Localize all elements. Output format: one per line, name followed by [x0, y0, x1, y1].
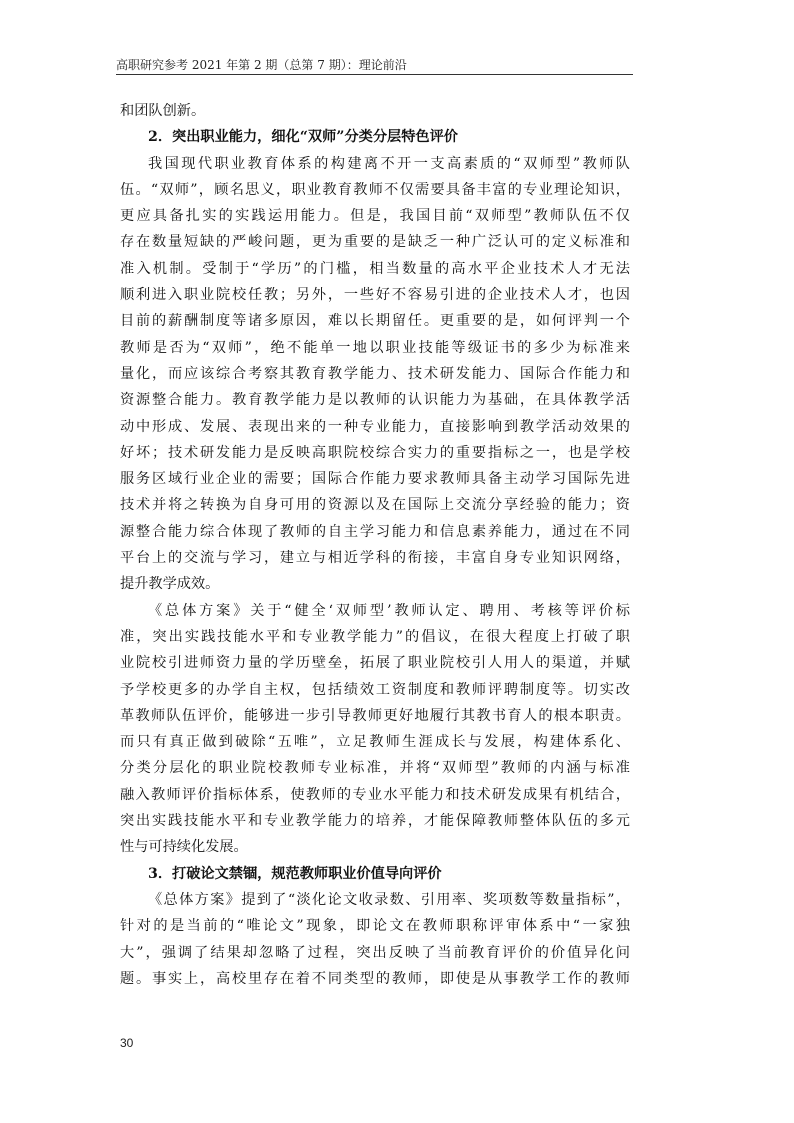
text-line: 服务区域行业企业的需要；国际合作能力要求教师具备主动学习国际先进 — [120, 471, 630, 488]
header-rule — [116, 74, 633, 75]
text-line: 准，突出实践技能水平和专业教学能力”的倡议，在很大程度上打破了职 — [120, 628, 630, 645]
text-line: 性与可持续化发展。 — [120, 839, 248, 856]
section-heading: 2．突出职业能力，细化“双师”分类分层特色评价 — [148, 129, 458, 146]
section-heading: 3．打破论文禁锢，规范教师职业价值导向评价 — [148, 865, 442, 882]
text-line: 提升教学成效。 — [120, 576, 220, 593]
text-line: 量化，而应该综合考察其教育教学能力、技术研发能力、国际合作能力和 — [120, 365, 630, 382]
text-line: 平台上的交流与学习，建立与相近学科的衔接，丰富自身专业知识网络， — [120, 550, 630, 567]
text-line: 针对的是当前的“唯论文”现象，即论文在教师职称评审体系中“一家独 — [120, 918, 630, 935]
text-line: 《总体方案》关于“健全‘双师型’教师认定、聘用、考核等评价标 — [148, 602, 630, 619]
text-line: 目前的薪酬制度等诸多原因，难以长期留任。更重要的是，如何评判一个 — [120, 313, 630, 330]
text-line: 存在数量短缺的严峻问题，更为重要的是缺乏一种广泛认可的定义标准和 — [120, 234, 630, 251]
text-line: 教师是否为“双师”，绝不能单一地以职业技能等级证书的多少为标准来 — [120, 339, 630, 356]
text-line: 题。事实上，高校里存在着不同类型的教师，即使是从事教学工作的教师 — [120, 970, 630, 987]
text-line: 技术并将之转换为自身可用的资源以及在国际上交流分享经验的能力；资 — [120, 497, 630, 514]
text-line: 好坏；技术研发能力是反映高职院校综合实力的重要指标之一，也是学校 — [120, 444, 630, 461]
text-line: 准入机制。受制于“学历”的门槛，相当数量的高水平企业技术人才无法 — [120, 260, 630, 277]
text-line: 《总体方案》提到了“淡化论文收录数、引用率、奖项数等数量指标”， — [148, 891, 630, 908]
article-body — [120, 98, 630, 992]
text-line: 突出实践技能水平和专业教学能力的培养，才能保障教师整体队伍的多元 — [120, 813, 630, 830]
text-line: 更应具备扎实的实践运用能力。但是，我国目前“双师型”教师队伍不仅 — [120, 208, 630, 225]
text-line: 大”，强调了结果却忽略了过程，突出反映了当前教育评价的价值异化问 — [120, 944, 630, 961]
text-line: 予学校更多的办学自主权，包括绩效工资制度和教师评聘制度等。切实改 — [120, 681, 630, 698]
text-line: 动中形成、发展、表现出来的一种专业能力，直接影响到教学活动效果的 — [120, 418, 630, 435]
text-line: 分类分层化的职业院校教师专业标准，并将“双师型”教师的内涵与标准 — [120, 760, 630, 777]
running-header: 高职研究参考 2021 年第 2 期（总第 7 期）：理论前沿 — [116, 58, 407, 72]
text-line: 资源整合能力。教育教学能力是以教师的认识能力为基础，在具体教学活 — [120, 392, 630, 409]
text-line: 业院校引进师资力量的学历壁垒，拓展了职业院校引人用人的渠道，并赋 — [120, 655, 630, 672]
text-line: 伍。“双师”，顾名思义，职业教育教师不仅需要具备丰富的专业理论知识， — [120, 181, 630, 198]
text-line: 和团队创新。 — [120, 103, 206, 119]
text-line: 而只有真正做到破除“五唯”，立足教师生涯成长与发展，构建体系化、 — [120, 734, 630, 751]
page-number: 30 — [120, 1036, 134, 1050]
text-line: 融入教师评价指标体系，使教师的专业水平能力和技术研发成果有机结合， — [120, 786, 630, 803]
text-line: 源整合能力综合体现了教师的自主学习能力和信息素养能力，通过在不同 — [120, 523, 630, 540]
text-line: 我国现代职业教育体系的构建离不开一支高素质的“双师型”教师队 — [148, 155, 630, 172]
text-line: 顺利进入职业院校任教；另外，一些好不容易引进的企业技术人才，也因 — [120, 287, 630, 304]
text-line: 革教师队伍评价，能够进一步引导教师更好地履行其教书育人的根本职责。 — [120, 707, 630, 724]
